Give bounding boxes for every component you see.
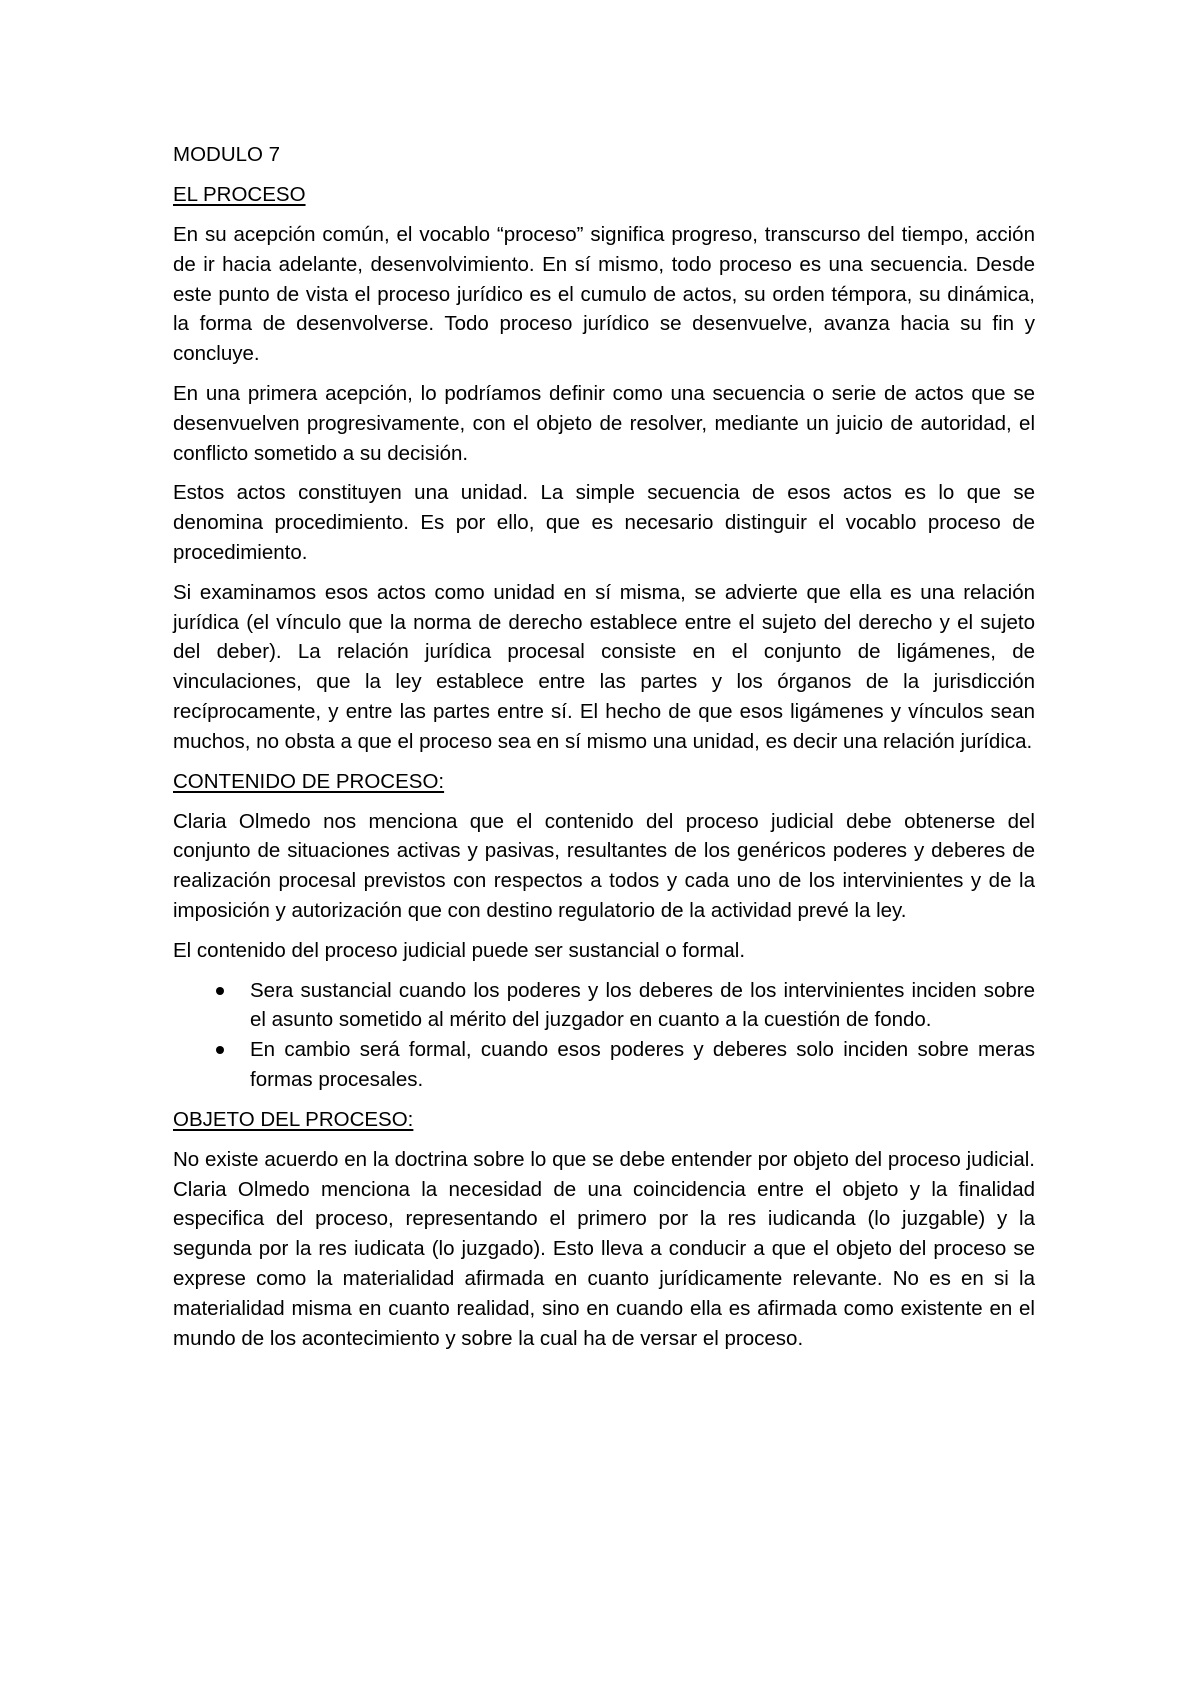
paragraph: Si examinamos esos actos como unidad en sí misma, se advierte que ella es una relación jurídica (el vínculo que la norma de derecho establece entre el sujeto del derecho y el sujeto del deber). La relación jurídica procesal consiste en el conjunto de ligámenes, de vinculaciones, que la ley establece entre las partes y los órganos de la jurisdicción recíprocamente, y entre las partes entre sí. El hecho de que esos ligámenes y vínculos sean muchos, no obsta a que el proceso sea en sí mismo una unidad, es decir una relación jurídica.: [173, 580, 1035, 753]
bullet-dot-icon: [216, 987, 224, 995]
module-title: MODULO 7: [173, 143, 281, 166]
paragraph: En una primera acepción, lo podríamos definir como una secuencia o serie de actos que se desenvuelven progresivamente, con el objeto de resolver, mediante un juicio de autoridad, el conflicto sometido a su decisión.: [173, 381, 1035, 465]
list-item-text: Sera sustancial cuando los poderes y los deberes de los intervinientes inciden sobre el asunto sometido al mérito del juzgador en cuanto a la cuestión de fondo.: [250, 978, 1035, 1032]
list-item-text: En cambio será formal, cuando esos poderes y deberes solo inciden sobre meras formas procesales.: [250, 1038, 1035, 1091]
document-page: [173, 140, 1035, 1363]
paragraph: En su acepción común, el vocablo “proceso” significa progreso, transcurso del tiempo, acción de ir hacia adelante, desenvolvimiento. En sí mismo, todo proceso es una secuencia. Desde este punto de vista el proceso jurídico es el cumulo de actos, su orden témpora, su dinámica, la forma de desenvolverse. Todo proceso jurídico se desenvuelve, avanza hacia su fin y concluye.: [173, 223, 1035, 366]
paragraph: El contenido del proceso judicial puede ser sustancial o formal.: [173, 938, 746, 962]
section-heading-objeto: OBJETO DEL PROCESO:: [173, 1107, 414, 1131]
section-heading-contenido: CONTENIDO DE PROCESO:: [173, 769, 445, 793]
section-heading-el-proceso: EL PROCESO: [173, 183, 306, 206]
list-item: [173, 976, 1035, 1036]
paragraph: Claria Olmedo nos menciona que el contenido del proceso judicial debe obtenerse del conjunto de situaciones activas y pasivas, resultantes de los genéricos poderes y deberes de realización procesal previstos con respectos a todos y cada uno de los intervinientes y de la imposición y autorización que con destino regulatorio de la actividad prevé la ley.: [173, 809, 1035, 922]
paragraph: Estos actos constituyen una unidad. La simple secuencia de esos actos es lo que se denomina procedimiento. Es por ello, que es necesario distinguir el vocablo proceso de procedimiento.: [173, 481, 1035, 564]
bullet-dot-icon: [216, 1046, 224, 1054]
paragraph: No existe acuerdo en la doctrina sobre lo que se debe entender por objeto del proceso judicial. Claria Olmedo menciona la necesidad de una coincidencia entre el objeto y la finalidad especifica del proceso, representando el primero por la res iudicanda (lo juzgable) y la segunda por la res iudicata (lo juzgado). Esto lleva a conducir a que el objeto del proceso se exprese como la materialidad afirmada en cuanto jurídicamente relevante. No es en si la materialidad misma en cuanto realidad, sino en cuando ella es afirmada como existente en el mundo de los acontecimiento y sobre la cual ha de versar el proceso.: [173, 1147, 1035, 1350]
list-item: [173, 1035, 1035, 1095]
bullet-list: [173, 976, 1035, 1095]
